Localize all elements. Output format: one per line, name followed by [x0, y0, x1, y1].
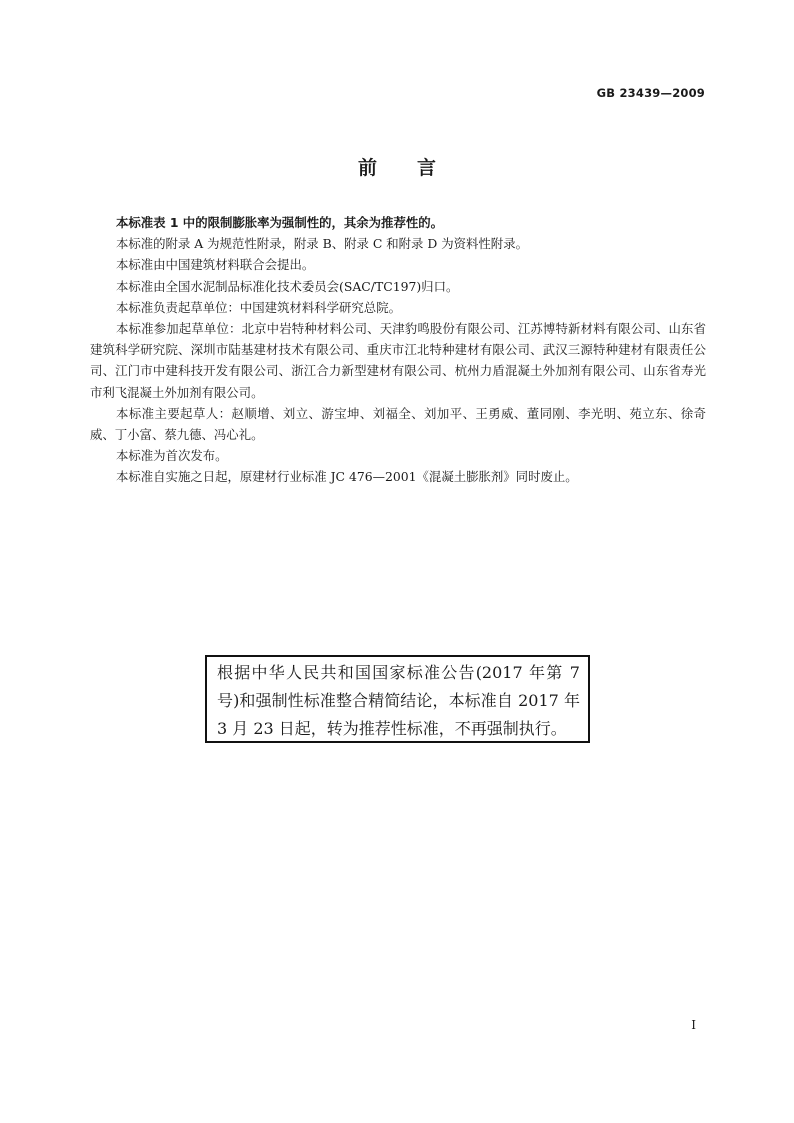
standard-number: GB 23439—2009 — [596, 86, 705, 100]
title-char-1: 前 — [357, 157, 377, 179]
page-number: I — [691, 1018, 696, 1032]
paragraph-supersedes: 本标准自实施之日起，原建材行业标准 JC 476—2001《混凝土膨胀剂》同时废止。 — [116, 469, 578, 485]
paragraph-lead-drafter: 本标准负责起草单位：中国建筑材料科学研究总院。 — [116, 299, 401, 315]
paragraph-annexes: 本标准的附录 A 为规范性附录，附录 B、附录 C 和附录 D 为资料性附录。 — [116, 236, 528, 252]
paragraph-proposed-by: 本标准由中国建筑材料联合会提出。 — [116, 257, 315, 273]
paragraph-under-jurisdiction: 本标准由全国水泥制品标准化技术委员会(SAC/TC197)归口。 — [116, 278, 459, 294]
paragraph-main-drafters: 本标准主要起草人：赵顺增、刘立、游宝坤、刘福全、刘加平、王勇威、董同刚、李光明、苑立东、徐奇威、丁小富、蔡九德、冯心礼。 — [90, 405, 706, 443]
notice-box: 根据中华人民共和国国家标准公告(2017 年第 7 号)和强制性标准整合精简结论，本标准自 2017 年 3 月 23 日起，转为推荐性标准，不再强制执行。 — [205, 655, 590, 743]
title-char-2: 言 — [417, 157, 437, 179]
paragraph-participating-drafters: 本标准参加起草单位：北京中岩特种材料公司、天津豹鸣股份有限公司、江苏博特新材料有限公司、山东省建筑科学研究院、深圳市陆基建材技术有限公司、重庆市江北特种建材有限公司、武汉三源特种建材有限责任公司、江门市中建科技开发有限公司、浙江合力新型建材有限公司、杭州力盾混凝土外加剂有限公司、山东省寿光市利飞混凝土外加剂有限公司。 — [90, 321, 706, 400]
paragraph-first-edition: 本标准为首次发布。 — [116, 448, 228, 464]
foreword-body — [90, 212, 706, 488]
page-title — [0, 153, 794, 180]
paragraph-mandatory-clause: 本标准表 1 中的限制膨胀率为强制性的，其余为推荐性的。 — [116, 215, 444, 230]
